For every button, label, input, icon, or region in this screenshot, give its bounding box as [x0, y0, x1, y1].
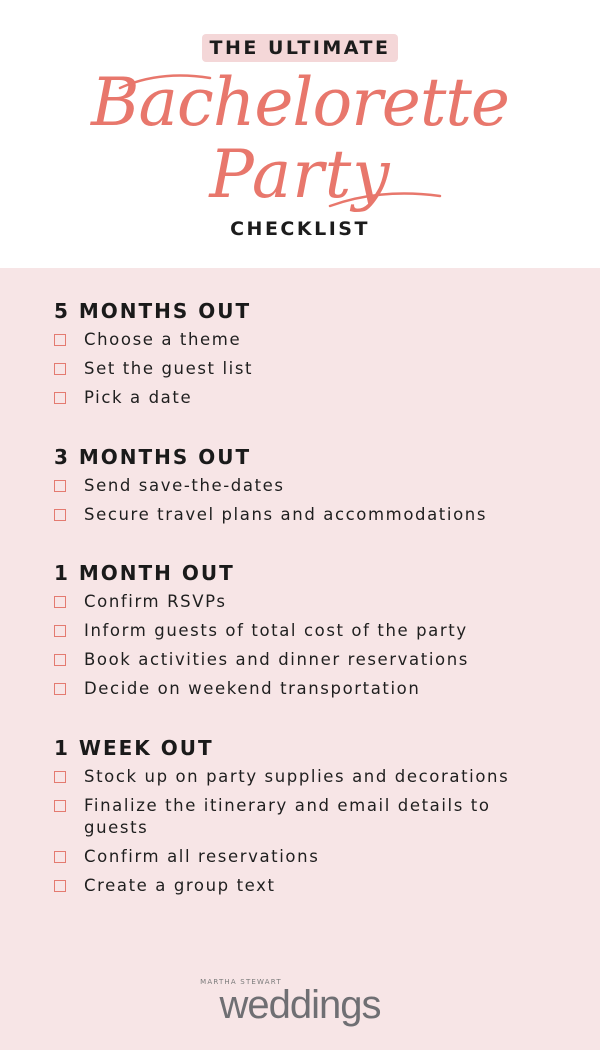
subtitle-bottom: CHECKLIST [230, 218, 370, 240]
checklist-item [54, 843, 574, 872]
section-heading: 1 WEEK OUT [54, 736, 214, 760]
checklist-item-label: Stock up on party supplies and decorations [84, 767, 510, 786]
checklist-item-label: Finalize the itinerary and email details to guests [84, 796, 491, 837]
subtitle-top: THE ULTIMATE [0, 37, 600, 59]
checklist-item [54, 326, 574, 355]
checklist-item [54, 675, 574, 704]
checkbox[interactable] [54, 800, 66, 812]
checklist-item-label: Inform guests of total cost of the party [84, 621, 468, 640]
checklist-item [54, 763, 574, 792]
checkbox[interactable] [54, 851, 66, 863]
script-title-line1: Bachelorette [91, 64, 509, 141]
checkbox[interactable] [54, 625, 66, 637]
section-heading: 1 MONTH OUT [54, 561, 235, 585]
checklist-item [54, 588, 574, 617]
section-3-months [54, 442, 574, 530]
checklist-item-label: Confirm all reservations [84, 847, 320, 866]
checklist-item [54, 384, 574, 413]
checkbox[interactable] [54, 363, 66, 375]
martha-stewart-weddings-logo [0, 978, 600, 1028]
checklist-item-label: Book activities and dinner reservations [84, 650, 469, 669]
checklist-item-label: Set the guest list [84, 359, 254, 378]
header [0, 0, 600, 268]
checklist-item [54, 872, 574, 901]
checkbox[interactable] [54, 480, 66, 492]
checkbox[interactable] [54, 596, 66, 608]
checklist-item-label: Confirm RSVPs [84, 592, 227, 611]
section-1-month [54, 558, 574, 704]
checkbox[interactable] [54, 771, 66, 783]
checklist-item [54, 646, 574, 675]
section-5-months [54, 296, 574, 413]
checkbox[interactable] [54, 683, 66, 695]
logo-wordmark: weddings [219, 983, 381, 1027]
checklist-item-label: Send save-the-dates [84, 476, 285, 495]
checklist-item-label: Decide on weekend transportation [84, 679, 421, 698]
checkbox[interactable] [54, 880, 66, 892]
checklist-item [54, 792, 574, 843]
section-heading: 3 MONTHS OUT [54, 445, 252, 469]
checkbox[interactable] [54, 509, 66, 521]
script-title-line2: Party [209, 136, 391, 213]
checklist-item-label: Choose a theme [84, 330, 242, 349]
logo-small-text: MARTHA STEWART [200, 978, 282, 986]
checklist-item-label: Create a group text [84, 876, 276, 895]
section-heading: 5 MONTHS OUT [54, 299, 252, 323]
checklist-item-label: Secure travel plans and accommodations [84, 505, 488, 524]
checkbox[interactable] [54, 334, 66, 346]
checklist-item [54, 617, 574, 646]
section-1-week [54, 733, 574, 901]
checklist-item [54, 472, 574, 501]
checklist-item-label: Pick a date [84, 388, 193, 407]
checklist-item [54, 501, 574, 530]
checklist-item [54, 355, 574, 384]
checkbox[interactable] [54, 392, 66, 404]
checkbox[interactable] [54, 654, 66, 666]
